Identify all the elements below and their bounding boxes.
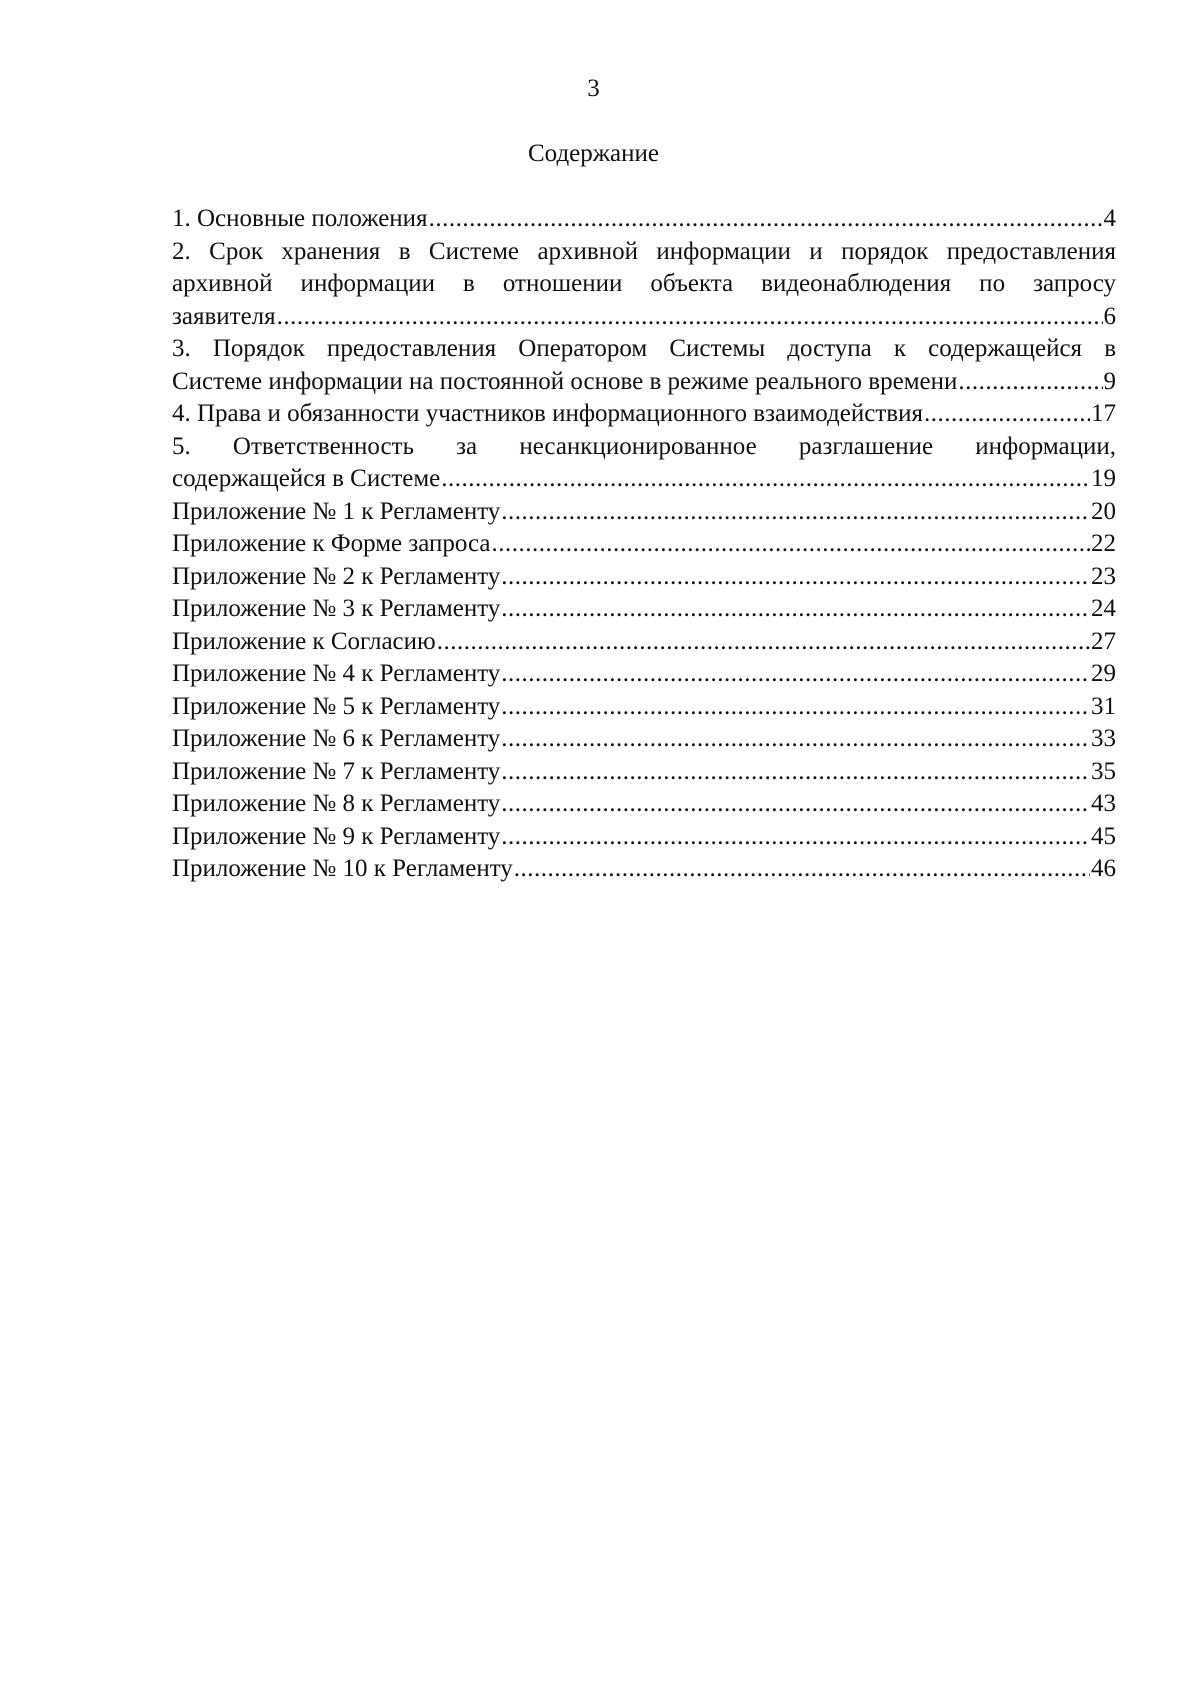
toc-entry-text: Приложение № 8 к Регламенту xyxy=(172,790,501,817)
toc-entry-line: 5. Ответственность за несанкционированное разглашение информации, xyxy=(172,432,1116,460)
dot-leader xyxy=(514,853,1090,886)
dot-leader xyxy=(492,528,1090,561)
toc-page-number: 43 xyxy=(1091,790,1116,817)
toc-page-number: 20 xyxy=(1091,497,1116,525)
dot-leader xyxy=(501,593,1090,626)
toc-entry-appendix-7[interactable] xyxy=(172,756,1116,789)
dot-leader xyxy=(501,723,1090,756)
toc-entry-5[interactable] xyxy=(172,431,1116,496)
toc-entry-appendix-request-form[interactable] xyxy=(172,528,1116,561)
table-of-contents xyxy=(172,203,1116,886)
toc-entry-text: заявителя xyxy=(172,302,276,330)
toc-page-number: 6 xyxy=(1103,302,1116,330)
toc-entry-appendix-6[interactable] xyxy=(172,723,1116,756)
toc-entry-text: содержащейся в Системе xyxy=(172,465,441,492)
toc-page-number: 46 xyxy=(1091,855,1116,882)
toc-entry-text: Приложение № 6 к Регламенту xyxy=(172,725,501,752)
toc-page-number: 33 xyxy=(1091,725,1116,752)
toc-entry-text: Приложение № 1 к Регламенту xyxy=(172,497,501,525)
toc-entry-text: Приложение № 5 к Регламенту xyxy=(172,692,501,720)
toc-page-number: 45 xyxy=(1091,822,1116,850)
toc-entry-2[interactable] xyxy=(172,236,1116,334)
toc-entry-appendix-8[interactable] xyxy=(172,788,1116,821)
toc-entry-text: Приложение № 10 к Регламенту xyxy=(172,855,513,882)
toc-entry-appendix-5[interactable] xyxy=(172,691,1116,724)
toc-entry-text: 1. Основные положения xyxy=(172,205,428,232)
dot-leader xyxy=(501,658,1090,691)
toc-page-number: 4 xyxy=(1103,205,1116,232)
toc-page-number: 27 xyxy=(1091,627,1116,655)
toc-entry-text: Приложение к Форме запроса xyxy=(172,530,491,557)
toc-entry-text: Приложение № 7 к Регламенту xyxy=(172,757,501,785)
toc-entry-text: Приложение к Согласию xyxy=(172,627,436,655)
toc-page-number: 9 xyxy=(1103,367,1116,395)
toc-entry-appendix-10[interactable] xyxy=(172,853,1116,886)
toc-title: Содержание xyxy=(528,140,659,167)
toc-entry-appendix-2[interactable] xyxy=(172,561,1116,594)
toc-entry-text: Приложение № 9 к Регламенту xyxy=(172,822,501,850)
dot-leader xyxy=(277,301,1103,334)
toc-page-number: 17 xyxy=(1091,400,1116,427)
dot-leader xyxy=(924,398,1090,431)
toc-entry-4[interactable] xyxy=(172,398,1116,431)
toc-entry-appendix-1[interactable] xyxy=(172,496,1116,529)
toc-entry-appendix-consent[interactable] xyxy=(172,626,1116,659)
toc-page-number: 23 xyxy=(1091,562,1116,590)
toc-entry-line: архивной информации в отношении объекта видеонаблюдения по запросу xyxy=(172,270,1116,297)
toc-entry-appendix-9[interactable] xyxy=(172,821,1116,854)
toc-entry-1[interactable] xyxy=(172,203,1116,236)
toc-entry-text: Приложение № 2 к Регламенту xyxy=(172,562,501,590)
toc-entry-text: Системе информации на постоянной основе в режиме реального времени xyxy=(172,367,958,395)
dot-leader xyxy=(958,366,1102,399)
dot-leader xyxy=(501,561,1090,594)
dot-leader xyxy=(437,626,1090,659)
toc-entry-text: Приложение № 4 к Регламенту xyxy=(172,660,501,687)
toc-entry-line: 3. Порядок предоставления Оператором Системы доступа к содержащейся в xyxy=(172,335,1116,362)
toc-entry-appendix-4[interactable] xyxy=(172,658,1116,691)
toc-page-number: 24 xyxy=(1091,595,1116,622)
toc-page-number: 29 xyxy=(1091,660,1116,687)
dot-leader xyxy=(501,691,1090,724)
page-number: 3 xyxy=(587,75,600,102)
toc-entry-3[interactable] xyxy=(172,333,1116,398)
toc-entry-appendix-3[interactable] xyxy=(172,593,1116,626)
dot-leader xyxy=(501,788,1090,821)
toc-page-number: 19 xyxy=(1091,465,1116,492)
toc-page-number: 31 xyxy=(1091,692,1116,720)
toc-page-number: 22 xyxy=(1091,530,1116,557)
dot-leader xyxy=(501,496,1090,529)
dot-leader xyxy=(501,821,1090,854)
toc-entry-text: 4. Права и обязанности участников информационного взаимодействия xyxy=(172,400,923,427)
toc-page-number: 35 xyxy=(1091,757,1116,785)
dot-leader xyxy=(429,203,1103,236)
toc-entry-text: Приложение № 3 к Регламенту xyxy=(172,595,501,622)
toc-entry-line: 2. Срок хранения в Системе архивной информации и порядок предоставления xyxy=(172,237,1116,265)
dot-leader xyxy=(501,756,1090,789)
dot-leader xyxy=(441,463,1090,496)
